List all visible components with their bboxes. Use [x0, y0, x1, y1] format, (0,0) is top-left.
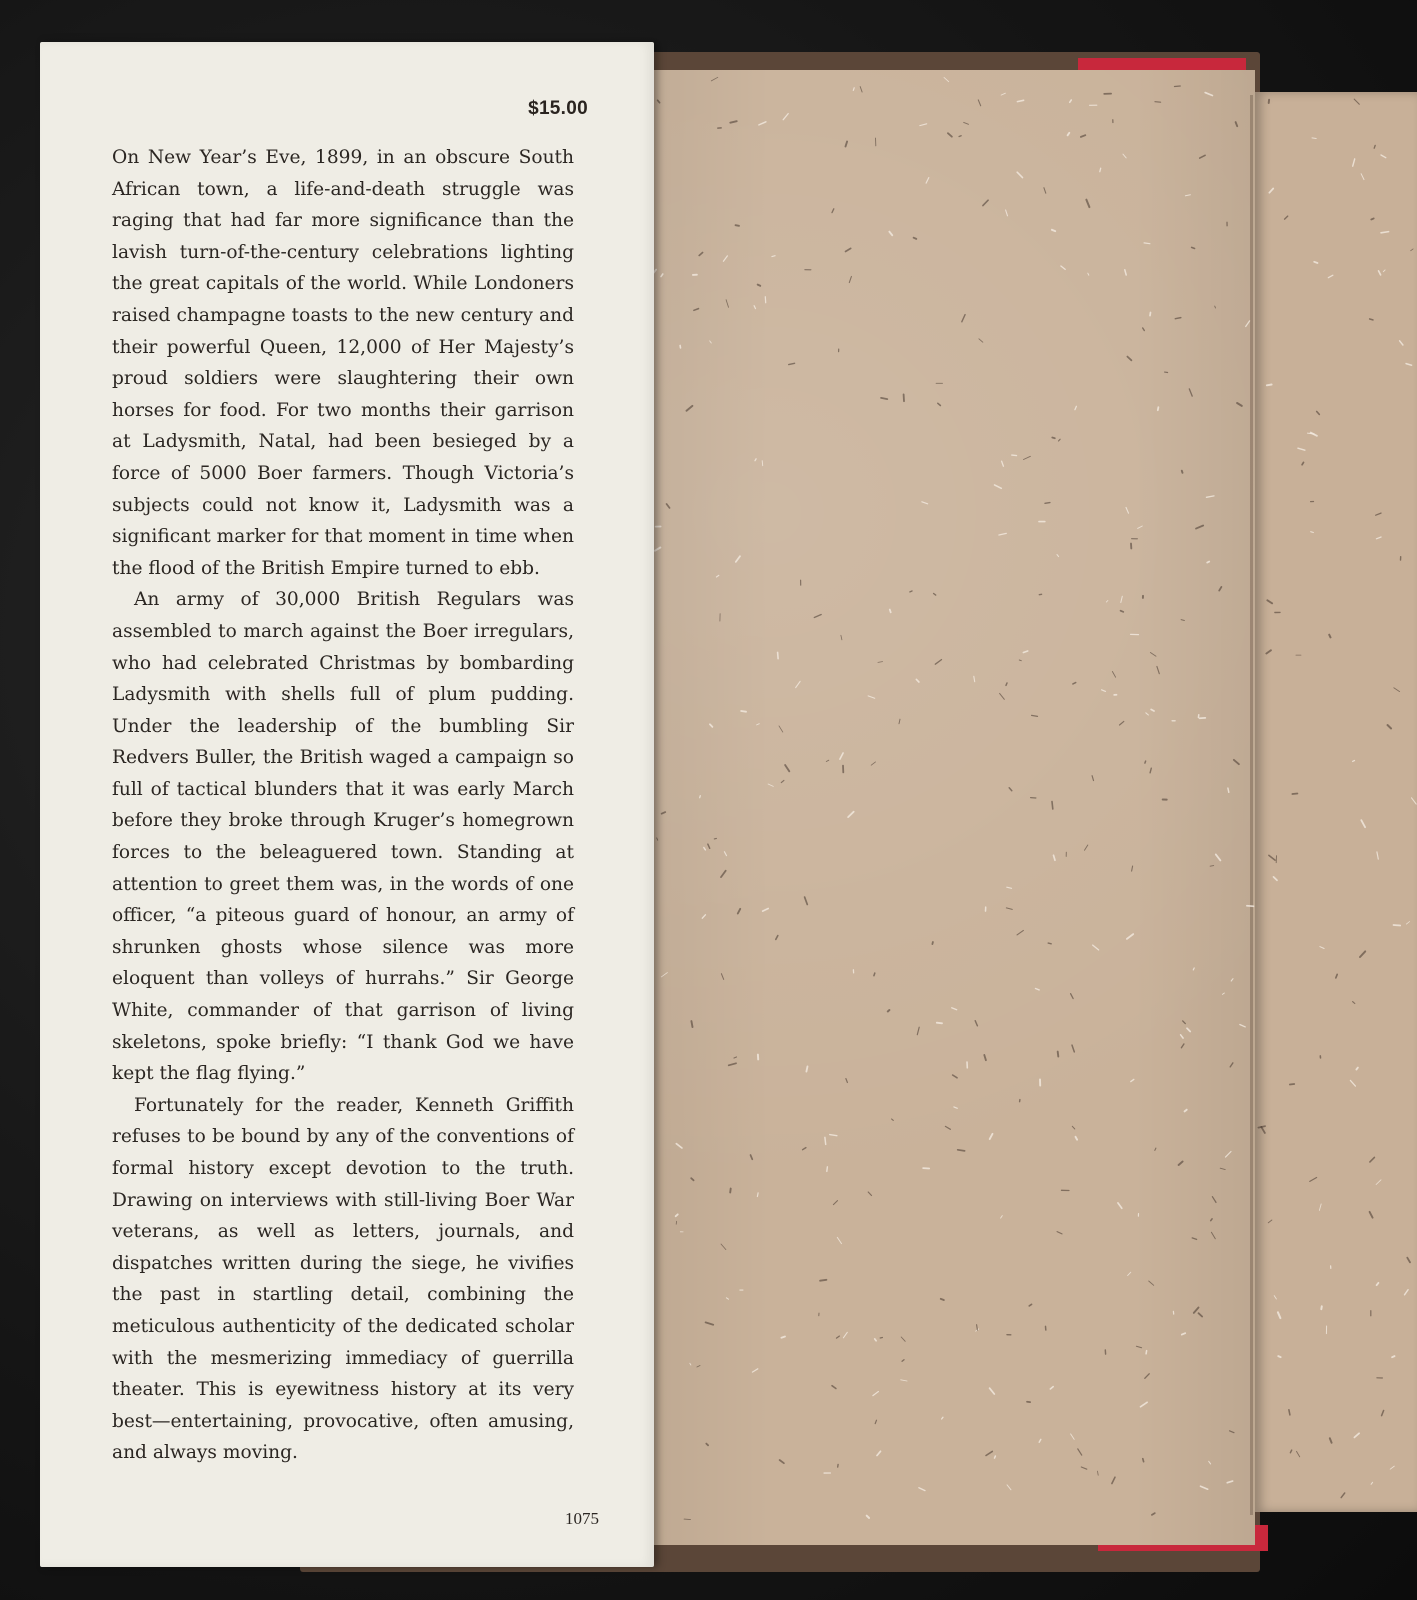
blurb-paragraph-3: Fortunately for the reader, Kenneth Griffith refuses to be bound by any of the conventions of formal history except devotion to the truth. Drawing on interviews with still-living Boer War veterans, as well as letters, journals, and dispatches written during the siege, he vivifies the past in startling detail, combining the meticulous authenticity of the dedicated scholar with the mesmerizing immediacy of guerrilla theater. This is eyewitness history at its very best—entertaining, provocative, often amusing, and always moving. — [112, 1094, 574, 1464]
endpaper-free-leaf — [1255, 92, 1417, 1512]
endpaper-hinge — [1250, 95, 1253, 1515]
dust-jacket-flap — [40, 42, 654, 1567]
blurb-paragraph-2: An army of 30,000 British Regulars was assembled to march against the Boer irregulars, who had celebrated Christmas by bombarding Ladysmith with shells full of plum pudding. Under the leadership of the bumbling Sir Redvers Buller, the British waged a campaign so full of tactical blunders that it was early March before they broke through Kruger’s homegrown forces to the beleaguered town. Standing at attention to greet them was, in the words of one officer, “a piteous guard of honour, an army of shrunken ghosts whose silence was more eloquent than volleys of hurrahs.” Sir George White, commander of that garrison of living skeletons, spoke briefly: “I thank God we have kept the flag flying.” — [112, 589, 574, 1085]
price-label: $15.00 — [528, 98, 588, 119]
speckled-endpaper — [650, 70, 1255, 1545]
jacket-code: 1075 — [565, 1509, 599, 1528]
blurb-paragraph-1: On New Year’s Eve, 1899, in an obscure South African town, a life-and-death struggle was raging that had far more significance than the lavish turn-of-the-century celebrations lighting the great capitals of the world. While Londoners raised champagne toasts to the new century and their powerful Queen, 12,000 of Her Majesty’s proud soldiers were slaughtering their own horses for food. For two months their garrison at Ladysmith, Natal, had been besieged by a force of 5000 Boer farmers. Though Victoria’s subjects could not know it, Ladysmith was a significant marker for that moment in time when the flood of the British Empire turned to ebb. — [112, 147, 574, 579]
flap-blurb — [112, 142, 574, 1469]
